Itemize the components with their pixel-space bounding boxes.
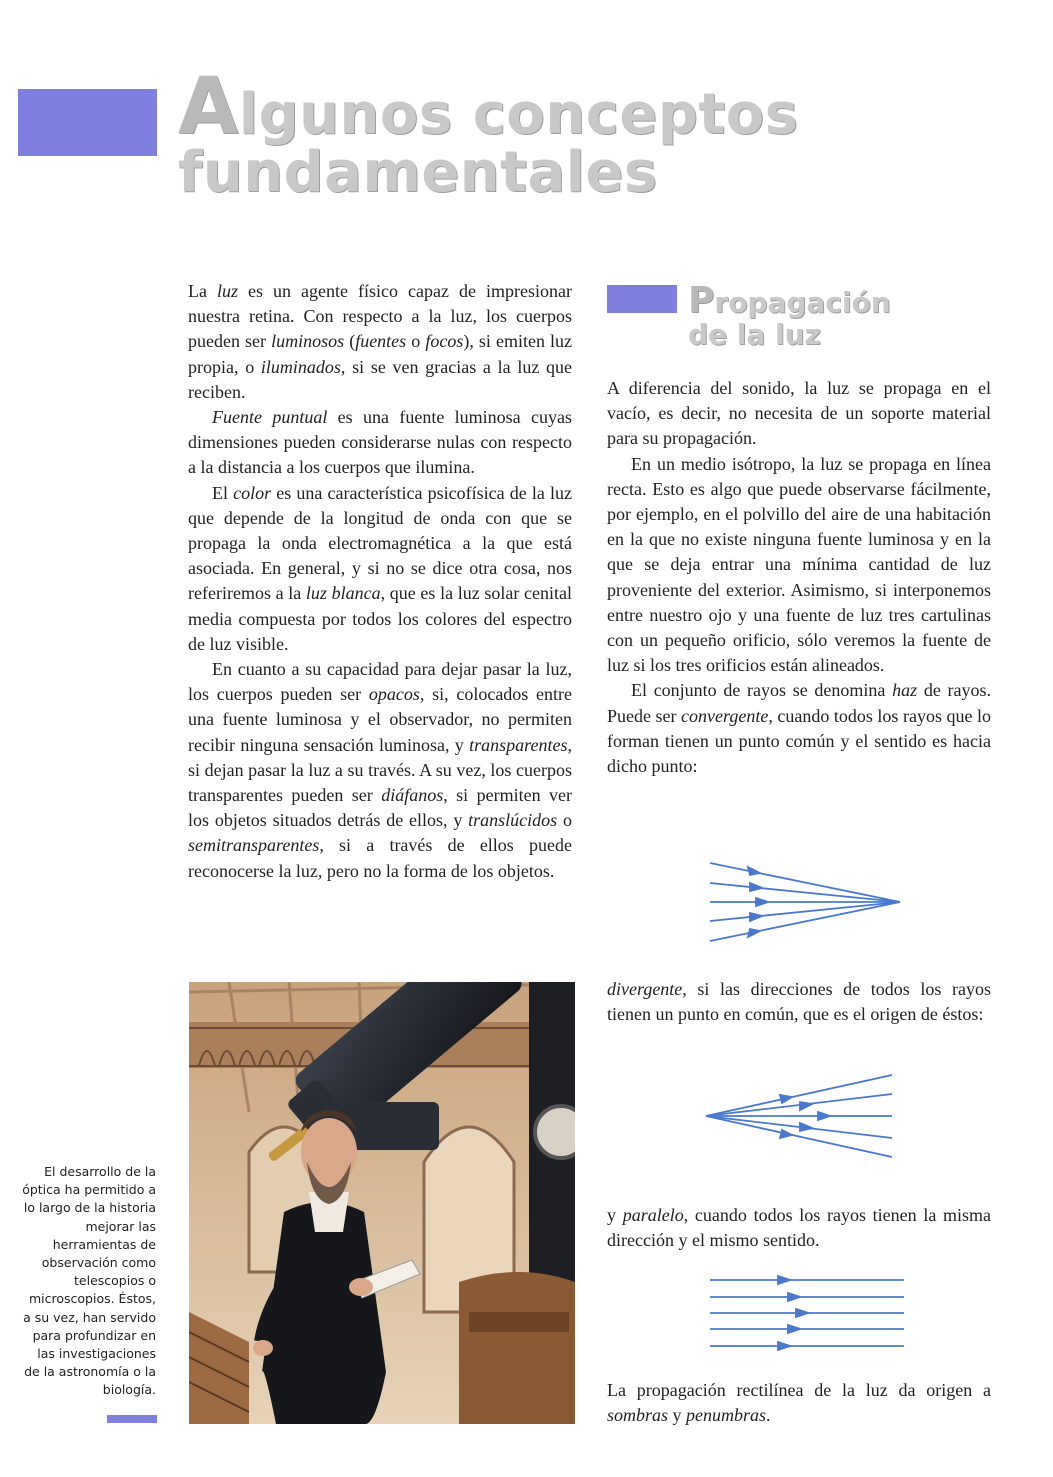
illustration-caption: El desarrollo de la óptica ha permitido a lo largo de la historia mejorar las herramientas de observación como telescopios o microscopios. Éstos, a su vez, han servido para profundizar en las investigaciones de la astronomía o la biología. (22, 1164, 156, 1398)
paragraph (607, 1378, 991, 1428)
italic-term: divergente (607, 979, 683, 999)
title-first-letter: A (178, 62, 239, 152)
page-title (178, 62, 1038, 205)
paragraph (188, 405, 572, 481)
italic-term: iluminados (260, 356, 341, 377)
parallel-beam-diagram (708, 1270, 908, 1356)
paragraph (607, 376, 991, 452)
italic-term: convergente (681, 705, 769, 726)
title-accent-block (18, 89, 157, 156)
text-run: es una fuente luminosa cuyas dimensiones pueden considerarse nulas con respecto a la distancia a los cuerpos que ilumina. (188, 407, 572, 478)
italic-term: focos (425, 331, 464, 352)
title-line1: lgunos conceptos (238, 82, 799, 147)
paragraph (607, 678, 991, 779)
italic-term: color (233, 482, 272, 503)
text-run: , si a través de ellos puede reconocerse la luz, pero no la forma de los objetos. (188, 835, 572, 881)
italic-term: fuentes (355, 331, 407, 352)
italic-term: luz blanca (305, 583, 381, 604)
right-intro-text (607, 376, 991, 779)
closing-text (607, 1378, 991, 1428)
italic-term: translúcidos (468, 810, 558, 831)
text-run: , cuando todos los rayos que lo forman tienen un punto común y el sentido es hacia dicho punto: (607, 705, 991, 777)
divergent-beam-diagram (700, 1070, 900, 1162)
italic-term: luz (217, 281, 239, 301)
text-run: , si, colocados entre una fuente luminosa y el observador, no permiten recibir ninguna sensación luminosa, y (188, 684, 573, 755)
text-run: es una característica psicofísica de la luz que depende de la longitud de onda con que se propaga la onda electromagnética a la que está asociada. En general, y si no se dice otra cosa, nos referiremos a la (188, 482, 572, 604)
text-run: El conjunto de rayos se denomina (631, 680, 893, 701)
text-run: y (607, 1205, 623, 1225)
paragraph (607, 452, 991, 679)
left-text-column (188, 279, 572, 884)
paragraph (607, 977, 991, 1027)
text-run: La propagación rectilínea de la luz da origen a (607, 1380, 991, 1400)
text-run: , si las direcciones de todos los rayos tienen un punto en común, que es el origen de éstos: (607, 979, 991, 1025)
paragraph (607, 1203, 991, 1253)
paragraph (188, 481, 572, 657)
italic-term: opacos (368, 684, 420, 705)
italic-term: luminosos (271, 331, 345, 352)
italic-term: transparentes (469, 734, 568, 755)
text-run: , si dejan pasar la luz a su través. A su vez, los cuerpos transparentes pueden ser (188, 734, 572, 806)
text-run: de rayos. Puede ser (607, 680, 991, 726)
divergent-text (607, 977, 991, 1027)
text-run: , cuando todos los rayos tienen la misma dirección y el mismo sentido. (607, 1205, 992, 1251)
telescope-observatory-illustration (189, 982, 575, 1424)
italic-term: paralelo (622, 1205, 684, 1225)
text-run: , si se ven gracias a la luz que reciben. (188, 356, 573, 402)
text-run: o (406, 331, 426, 352)
text-run: o (557, 810, 573, 831)
text-run: El (212, 482, 234, 503)
paragraph (188, 657, 572, 884)
section-title-line1: ropagación (714, 286, 891, 319)
section-title (688, 280, 1028, 351)
text-run: La (188, 281, 217, 301)
parallel-text (607, 1203, 991, 1253)
convergent-beam-diagram (700, 855, 910, 950)
text-run: . (766, 1405, 771, 1426)
caption-accent-bar (107, 1415, 157, 1423)
text-run: , si permiten ver los objetos situados detrás de ellos, y (188, 785, 572, 831)
text-run: ( (344, 331, 356, 352)
italic-term: diáfanos (381, 785, 444, 806)
text-run: En un medio isótropo, la luz se propaga en línea recta. Esto es algo que puede observarse fácilmente, por ejemplo, en el polvillo del aire de una habitación en la que no existe ninguna fuente luminosa y en la que se deja entrar una mínima cantidad de luz proveniente del exterior. Asimismo, si interponemos entre nuestro ojo y una fuente de luz tres cartulinas con un pequeño orificio, sólo veremos la fuente de luz si los tres orificios están alineados. (607, 453, 991, 676)
section-title-line2: de la luz (688, 318, 821, 351)
text-run: A diferencia del sonido, la luz se propaga en el vacío, es decir, no necesita de un soporte material para su propagación. (607, 378, 991, 449)
section-accent-block (607, 285, 677, 313)
text-run: y (668, 1405, 687, 1426)
italic-term: semitransparentes (188, 835, 320, 856)
italic-term: haz (892, 680, 918, 701)
italic-term: penumbras (686, 1405, 767, 1426)
italic-term: Fuente puntual (212, 407, 328, 428)
text-run: En cuanto a su capacidad para dejar pasar la luz, los cuerpos pueden ser (188, 659, 572, 705)
title-line2: fundamentales (178, 140, 658, 205)
text-run: , que es la luz solar cenital media compuesta por todos los colores del espectro de luz visible. (188, 583, 572, 654)
text-run: es un agente físico capaz de impresionar nuestra retina. Con respecto a la luz, los cuerpos pueden ser (188, 281, 572, 352)
text-run: ), si emiten luz propia, o (188, 331, 572, 377)
italic-term: sombras (607, 1405, 669, 1426)
paragraph (188, 279, 572, 405)
section-first-letter: P (688, 280, 715, 321)
